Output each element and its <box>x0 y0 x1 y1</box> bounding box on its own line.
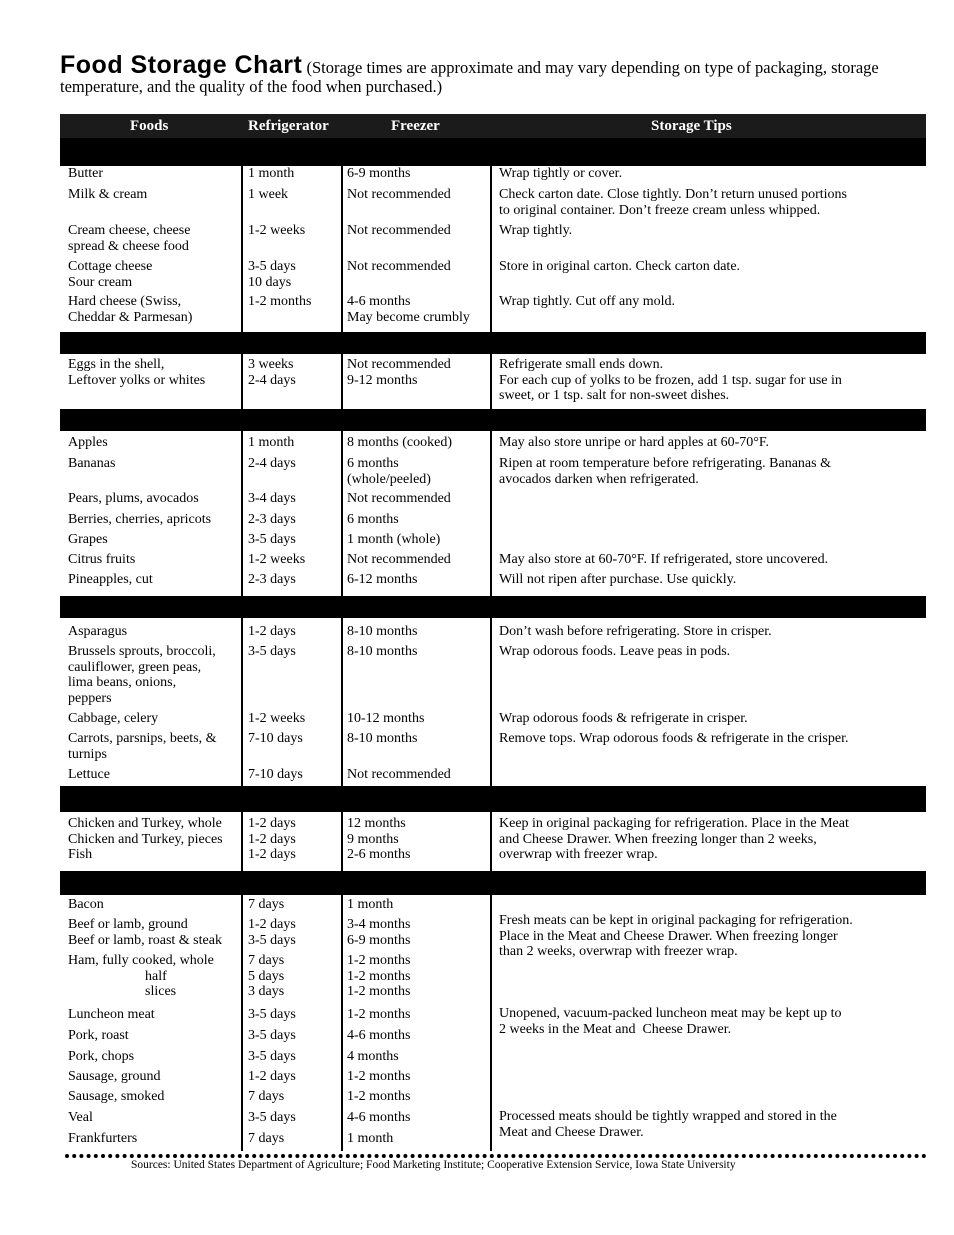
column-divider <box>341 895 343 1151</box>
cell-food: Cabbage, celery <box>68 711 159 726</box>
column-divider <box>341 431 343 596</box>
cell-freezer: 1 month <box>347 897 394 912</box>
cell-refrigerator: 3-4 days <box>248 491 296 506</box>
section-band <box>60 409 926 431</box>
cell-refrigerator: 1-2 weeks <box>248 711 306 726</box>
cell-tips: Check carton date. Close tightly. Don’t return unused portions to original container. Don’t freeze cream unless whipped. <box>499 187 847 218</box>
column-divider <box>490 166 492 332</box>
column-header-freezer: Freezer <box>391 118 440 134</box>
cell-refrigerator: 3 weeks 2-4 days <box>248 357 296 388</box>
cell-refrigerator: 2-3 days <box>248 512 296 527</box>
column-divider <box>241 812 243 871</box>
cell-refrigerator: 2-4 days <box>248 456 296 471</box>
cell-freezer: 8-10 months <box>347 624 418 639</box>
page-title: Food Storage Chart <box>60 51 303 79</box>
cell-tips: May also store at 60-70°F. If refrigerated, store uncovered. <box>499 552 829 567</box>
cell-freezer: Not recommended <box>347 259 451 274</box>
cell-refrigerator: 7-10 days <box>248 767 303 782</box>
cell-refrigerator: 7-10 days <box>248 731 303 746</box>
cell-refrigerator: 7 days 5 days 3 days <box>248 953 285 999</box>
cell-food: Lettuce <box>68 767 110 782</box>
cell-food: Pork, roast <box>68 1028 129 1043</box>
cell-freezer: 12 months 9 months 2-6 months <box>347 816 411 862</box>
cell-refrigerator: 7 days <box>248 1131 285 1146</box>
cell-freezer: 1-2 months <box>347 1069 411 1084</box>
cell-freezer: 3-4 months 6-9 months <box>347 917 411 948</box>
cell-refrigerator: 7 days <box>248 897 285 912</box>
cell-freezer: Not recommended <box>347 491 451 506</box>
column-divider <box>241 618 243 786</box>
cell-tips: Wrap odorous foods. Leave peas in pods. <box>499 644 731 659</box>
cell-refrigerator: 1-2 days <box>248 1069 296 1084</box>
cell-refrigerator: 1-2 days 3-5 days <box>248 917 296 948</box>
table-section <box>60 618 926 786</box>
cell-freezer: 1 month (whole) <box>347 532 441 547</box>
cell-tips: Fresh meats can be kept in original packaging for refrigeration. Place in the Meat and Cheese Drawer. When freezing longer than 2 weeks, overwrap with freezer wrap. <box>499 913 853 959</box>
cell-food: Carrots, parsnips, beets, & turnips <box>68 731 217 762</box>
column-divider <box>241 166 243 332</box>
cell-food: Bananas <box>68 456 116 471</box>
cell-refrigerator: 2-3 days <box>248 572 296 587</box>
cell-freezer: Not recommended <box>347 767 451 782</box>
cell-food: Pineapples, cut <box>68 572 153 587</box>
section-band <box>60 138 926 166</box>
cell-refrigerator: 3-5 days <box>248 1049 296 1064</box>
cell-freezer: 4-6 months <box>347 1028 411 1043</box>
cell-freezer: 6 months (whole/peeled) <box>347 456 431 487</box>
cell-refrigerator: 1 month <box>248 435 295 450</box>
cell-food: Beef or lamb, ground Beef or lamb, roast & steak <box>68 917 222 948</box>
cell-tips: Don’t wash before refrigerating. Store in crisper. <box>499 624 772 639</box>
cell-freezer: 8-10 months <box>347 731 418 746</box>
cell-tips: Wrap tightly. Cut off any mold. <box>499 294 675 309</box>
cell-food: Sausage, ground <box>68 1069 161 1084</box>
section-band <box>60 871 926 895</box>
table-section <box>60 354 926 409</box>
cell-food: Luncheon meat <box>68 1007 155 1022</box>
cell-tips: Wrap tightly or cover. <box>499 166 623 181</box>
cell-freezer: 4 months <box>347 1049 399 1064</box>
cell-freezer: 6-9 months <box>347 166 411 181</box>
column-divider <box>341 166 343 332</box>
cell-food: Butter <box>68 166 103 181</box>
cell-food: Pork, chops <box>68 1049 135 1064</box>
column-divider <box>490 812 492 871</box>
table-section <box>60 895 926 1151</box>
cell-refrigerator: 1-2 months <box>248 294 312 309</box>
cell-food: Citrus fruits <box>68 552 136 567</box>
cell-food: Bacon <box>68 897 104 912</box>
cell-refrigerator: 1-2 weeks <box>248 552 306 567</box>
cell-refrigerator: 1-2 days <box>248 624 296 639</box>
cell-tips: Wrap tightly. <box>499 223 573 238</box>
cell-food: Ham, fully cooked, whole half slices <box>68 953 214 999</box>
cell-freezer: 8-10 months <box>347 644 418 659</box>
table-section <box>60 431 926 596</box>
cell-food: Pears, plums, avocados <box>68 491 199 506</box>
cell-tips: Will not ripen after purchase. Use quickly. <box>499 572 737 587</box>
cell-refrigerator: 3-5 days <box>248 532 296 547</box>
cell-food: Chicken and Turkey, whole Chicken and Turkey, pieces Fish <box>68 816 223 862</box>
cell-refrigerator: 3-5 days <box>248 644 296 659</box>
cell-tips: Keep in original packaging for refrigeration. Place in the Meat and Cheese Drawer. When freezing longer than 2 weeks, overwrap with freezer wrap. <box>499 816 849 862</box>
cell-freezer: 1-2 months <box>347 1007 411 1022</box>
cell-freezer: 1-2 months <box>347 1089 411 1104</box>
cell-food: Berries, cherries, apricots <box>68 512 212 527</box>
cell-food: Grapes <box>68 532 108 547</box>
cell-food: Brussels sprouts, broccoli, cauliflower, green peas, lima beans, onions, peppers <box>68 644 216 706</box>
cell-tips: May also store unripe or hard apples at 60-70°F. <box>499 435 770 450</box>
cell-tips: Wrap odorous foods & refrigerate in crisper. <box>499 711 748 726</box>
cell-refrigerator: 1 week <box>248 187 289 202</box>
column-divider <box>341 354 343 409</box>
cell-tips: Refrigerate small ends down. For each cup of yolks to be frozen, add 1 tsp. sugar for use in sweet, or 1 tsp. salt for non-sweet dishes. <box>499 357 842 403</box>
column-divider <box>490 895 492 1151</box>
page-subtitle: (Storage times are approximate and may vary depending on type of packaging, storage temperature, and the quality of the food when purchased.) <box>60 58 879 96</box>
cell-food: Sausage, smoked <box>68 1089 165 1104</box>
cell-refrigerator: 7 days <box>248 1089 285 1104</box>
table-section <box>60 166 926 332</box>
table-header <box>60 114 926 138</box>
cell-freezer: 10-12 months <box>347 711 425 726</box>
cell-freezer: Not recommended <box>347 187 451 202</box>
column-divider <box>341 618 343 786</box>
cell-freezer: 1-2 months 1-2 months 1-2 months <box>347 953 411 999</box>
cell-food: Hard cheese (Swiss, Cheddar & Parmesan) <box>68 294 193 325</box>
cell-food: Milk & cream <box>68 187 148 202</box>
cell-refrigerator: 3-5 days <box>248 1110 296 1125</box>
cell-food: Asparagus <box>68 624 128 639</box>
cell-refrigerator: 1-2 days 1-2 days 1-2 days <box>248 816 296 862</box>
cell-freezer: 1 month <box>347 1131 394 1146</box>
cell-food: Eggs in the shell, Leftover yolks or whites <box>68 357 206 388</box>
cell-freezer: Not recommended <box>347 552 451 567</box>
column-header-storage-tips: Storage Tips <box>651 118 732 134</box>
cell-food: Apples <box>68 435 108 450</box>
cell-freezer: Not recommended 9-12 months <box>347 357 451 388</box>
title-block <box>60 51 894 96</box>
sources-note: Sources: United States Department of Agriculture; Food Marketing Institute; Cooperative Extension Service, Iowa State University <box>131 1159 736 1171</box>
cell-tips: Ripen at room temperature before refrigerating. Bananas & avocados darken when refrigerated. <box>499 456 831 487</box>
cell-food: Cream cheese, cheese spread & cheese food <box>68 223 191 254</box>
table-section <box>60 812 926 871</box>
column-divider <box>490 354 492 409</box>
column-divider <box>490 431 492 596</box>
section-band <box>60 786 926 812</box>
cell-food: Frankfurters <box>68 1131 138 1146</box>
cell-refrigerator: 3-5 days 10 days <box>248 259 296 290</box>
section-band <box>60 596 926 618</box>
column-divider <box>341 812 343 871</box>
cell-refrigerator: 1-2 weeks <box>248 223 306 238</box>
cell-freezer: 6 months <box>347 512 399 527</box>
section-band <box>60 332 926 354</box>
column-divider <box>241 354 243 409</box>
cell-freezer: 6-12 months <box>347 572 418 587</box>
column-divider <box>490 618 492 786</box>
cell-refrigerator: 3-5 days <box>248 1007 296 1022</box>
cell-tips: Processed meats should be tightly wrapped and stored in the Meat and Cheese Drawer. <box>499 1109 837 1140</box>
column-divider <box>241 895 243 1151</box>
column-divider <box>241 431 243 596</box>
cell-refrigerator: 3-5 days <box>248 1028 296 1043</box>
cell-freezer: 4-6 months May become crumbly <box>347 294 470 325</box>
column-header-refrigerator: Refrigerator <box>248 118 329 134</box>
cell-food: Cottage cheese Sour cream <box>68 259 153 290</box>
cell-refrigerator: 1 month <box>248 166 295 181</box>
cell-tips: Store in original carton. Check carton date. <box>499 259 741 274</box>
column-header-foods: Foods <box>130 118 169 134</box>
cell-tips: Unopened, vacuum-packed luncheon meat may be kept up to 2 weeks in the Meat and Cheese Drawer. <box>499 1006 842 1037</box>
cell-freezer: 4-6 months <box>347 1110 411 1125</box>
cell-freezer: 8 months (cooked) <box>347 435 452 450</box>
cell-food: Veal <box>68 1110 93 1125</box>
cell-freezer: Not recommended <box>347 223 451 238</box>
cell-tips: Remove tops. Wrap odorous foods & refrigerate in the crisper. <box>499 731 849 746</box>
